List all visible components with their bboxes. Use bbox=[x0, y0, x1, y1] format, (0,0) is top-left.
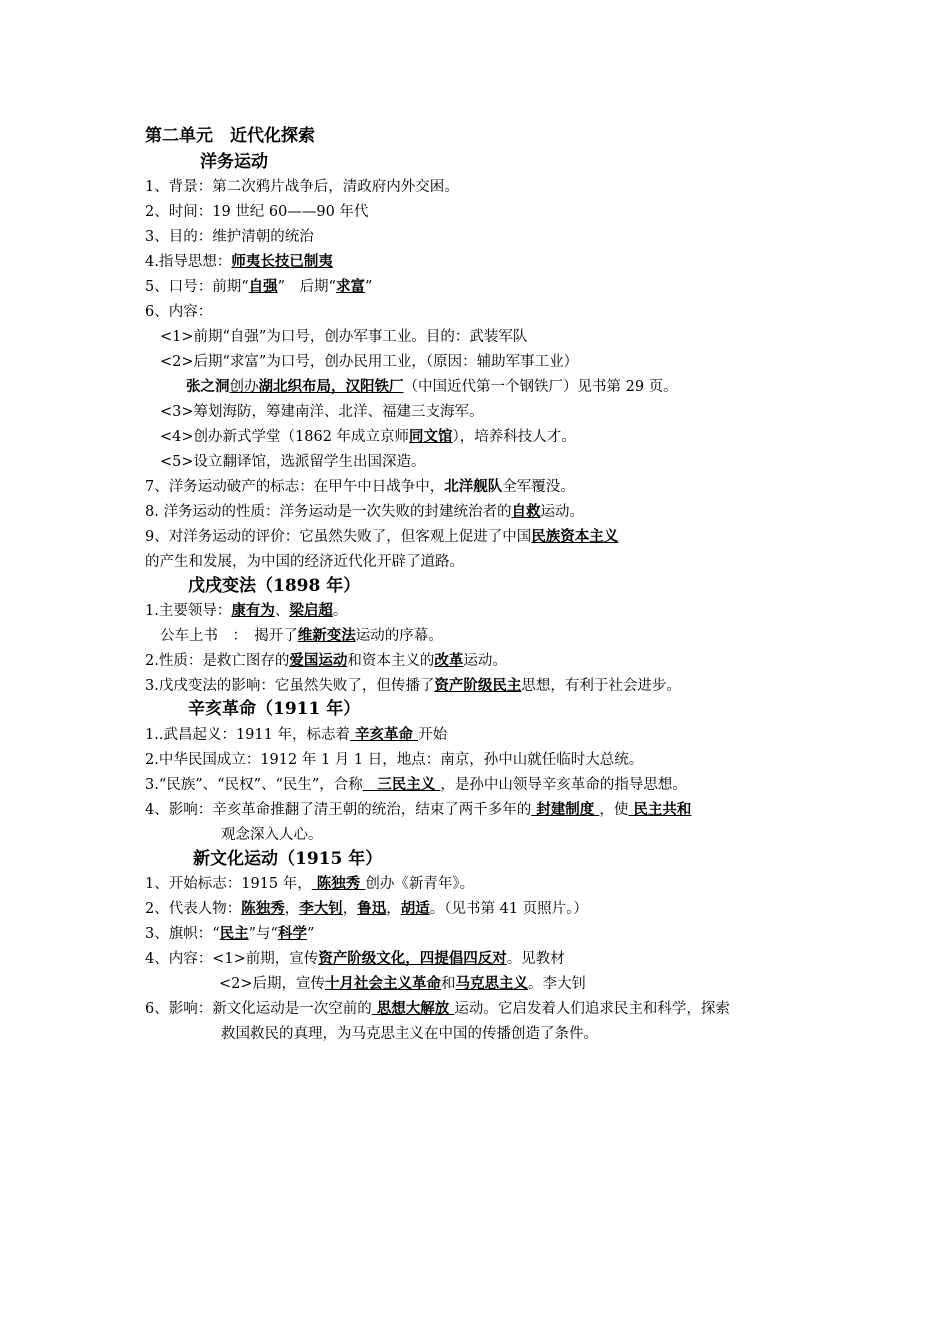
text: 。（见书第 41 页照片。） bbox=[429, 901, 588, 917]
text: 思想，有利于社会进步。 bbox=[521, 678, 681, 694]
key-term: 湖北织布局，汉阳铁厂 bbox=[258, 378, 404, 395]
key-term: 自强 bbox=[248, 278, 278, 295]
section-heading-wuxu: 戊戌变法（1898 年） bbox=[188, 576, 361, 596]
wuxu-line-2 bbox=[145, 652, 507, 670]
text: 2、代表人物： bbox=[145, 901, 242, 917]
key-term: 李大钊 bbox=[299, 900, 343, 917]
wuxu-line-1 bbox=[145, 602, 347, 620]
key-term: 封建制度 bbox=[531, 801, 600, 818]
key-term: 资产阶级文化，四提倡四反对 bbox=[318, 950, 507, 967]
text: 全军覆没。 bbox=[502, 479, 575, 495]
key-term: 民主共和 bbox=[628, 801, 692, 818]
text: ， bbox=[386, 901, 401, 917]
text: 5、口号：前期“ bbox=[145, 279, 249, 295]
section-heading-xinhai: 辛亥革命（1911 年） bbox=[188, 699, 361, 719]
key-term: 康有为 bbox=[231, 602, 275, 619]
key-term: 思想大解放 bbox=[371, 1000, 455, 1017]
text: 、 bbox=[274, 603, 290, 619]
text: 4.指导思想： bbox=[145, 254, 232, 270]
key-term: 马克思主义 bbox=[455, 975, 529, 992]
text: 运动。 bbox=[540, 504, 584, 520]
yangwu-content-4 bbox=[160, 428, 576, 446]
text: 。见教材 bbox=[506, 951, 565, 967]
text: 4、影响：辛亥革命推翻了清王朝的统治，结束了两千多年的 bbox=[145, 802, 532, 818]
text: ” 后期“ bbox=[277, 279, 336, 295]
text: 1、开始标志：1915 年， bbox=[145, 876, 312, 892]
text: 1..武昌起义：1911 年，标志着 bbox=[145, 727, 350, 743]
text: 6、影响：新文化运动是一次空前的 bbox=[145, 1001, 372, 1017]
key-term: 民主 bbox=[219, 925, 249, 942]
text: ” bbox=[306, 926, 315, 942]
key-term: 张之洞 bbox=[186, 378, 230, 395]
xinhai-line-4-cont: 观念深入人心。 bbox=[221, 827, 323, 843]
text: 和 bbox=[441, 976, 456, 992]
key-term: 陈独秀 bbox=[311, 875, 366, 892]
section-heading-yangwu: 洋务运动 bbox=[200, 152, 268, 172]
text: 创办 bbox=[229, 379, 259, 395]
yangwu-line-1: 1、背景：第二次鸦片战争后，清政府内外交困。 bbox=[145, 179, 459, 195]
yangwu-line-9-cont: 的产生和发展，为中国的经济近代化开辟了道路。 bbox=[145, 554, 464, 570]
text: 运动。它启发着人们追求民主和科学，探索 bbox=[454, 1001, 730, 1017]
text: 7、洋务运动破产的标志：在甲午中日战争中， bbox=[145, 479, 445, 495]
text: 运动的序幕。 bbox=[355, 628, 443, 644]
text: 公车上书 ： 揭开了 bbox=[160, 628, 298, 644]
key-term: 自救 bbox=[511, 503, 541, 520]
yangwu-line-7 bbox=[145, 478, 575, 496]
yangwu-content-3: <3>筹划海防，筹建南洋、北洋、福建三支海军。 bbox=[160, 404, 484, 420]
xinwenhua-line-6-cont: 救国救民的真理，为马克思主义在中国的传播创造了条件。 bbox=[221, 1026, 598, 1042]
yangwu-line-9 bbox=[145, 528, 618, 546]
key-term: 鲁迅 bbox=[357, 900, 387, 917]
xinwenhua-line-3 bbox=[145, 925, 314, 943]
wuxu-line-3 bbox=[145, 677, 681, 695]
key-term: 科学 bbox=[277, 925, 307, 942]
key-term: 同文馆 bbox=[409, 428, 453, 445]
key-term: 维新变法 bbox=[297, 627, 356, 644]
xinwenhua-line-4b bbox=[219, 975, 586, 993]
text: ， bbox=[284, 901, 300, 917]
key-term: 求富 bbox=[335, 278, 365, 295]
key-term: 梁启超 bbox=[289, 602, 333, 619]
text: 和资本主义的 bbox=[347, 653, 435, 669]
xinwenhua-line-1 bbox=[145, 875, 474, 893]
xinhai-line-4 bbox=[145, 801, 691, 819]
text: ，是孙中山领导辛亥革命的指导思想。 bbox=[440, 777, 687, 793]
yangwu-content-2: <2>后期“求富”为口号，创办民用工业，（原因：辅助军事工业） bbox=[160, 354, 579, 370]
text: 2.性质：是救亡图存的 bbox=[145, 653, 290, 669]
text: 开始 bbox=[418, 727, 448, 743]
text: （中国近代第一个钢铁厂）见书第 29 页。 bbox=[403, 379, 678, 395]
yangwu-content-1: <1>前期“自强”为口号，创办军事工业。目的：武装军队 bbox=[160, 329, 528, 345]
xinwenhua-line-6 bbox=[145, 1000, 730, 1018]
text: 4、内容：<1>前期，宣传 bbox=[145, 951, 319, 967]
text: 3、旗帜：“ bbox=[145, 926, 220, 942]
text: ” bbox=[364, 279, 373, 295]
yangwu-line-2: 2、时间：19 世纪 60——90 年代 bbox=[145, 204, 369, 220]
text: 运动。 bbox=[463, 653, 507, 669]
xinwenhua-line-4 bbox=[145, 950, 565, 968]
xinhai-line-3 bbox=[145, 776, 687, 794]
text: 。李大钊 bbox=[528, 976, 587, 992]
text: 3.戊戌变法的影响：它虽然失败了，但传播了 bbox=[145, 678, 435, 694]
text: 8. 洋务运动的性质：洋务运动是一次失败的封建统治者的 bbox=[145, 504, 512, 520]
key-term: 胡适 bbox=[400, 900, 430, 917]
key-term: 辛亥革命 bbox=[349, 726, 419, 743]
text: 9、对洋务运动的评价：它虽然失败了，但客观上促进了中国 bbox=[145, 529, 532, 545]
key-term: 资产阶级民主 bbox=[434, 677, 522, 694]
yangwu-line-5 bbox=[145, 278, 372, 296]
text: 。 bbox=[332, 603, 348, 619]
key-term: 民族资本主义 bbox=[531, 528, 619, 545]
key-term: 改革 bbox=[434, 652, 464, 669]
unit-title: 第二单元 近代化探索 bbox=[145, 126, 315, 146]
text: ，使 bbox=[599, 802, 629, 818]
yangwu-line-4 bbox=[145, 253, 333, 271]
xinhai-line-1 bbox=[145, 726, 447, 744]
text: 创办《新青年》。 bbox=[365, 876, 475, 892]
key-term: 陈独秀 bbox=[241, 900, 285, 917]
key-term: 爱国运动 bbox=[289, 652, 348, 669]
yangwu-line-3: 3、目的：维护清朝的统治 bbox=[145, 229, 314, 245]
key-term: 三民主义 bbox=[362, 776, 441, 793]
key-term: 师夷长技已制夷 bbox=[231, 253, 333, 270]
xinhai-line-2: 2.中华民国成立：1912 年 1 月 1 日，地点：南京，孙中山就任临时大总统。 bbox=[145, 752, 644, 768]
text: ， bbox=[342, 901, 358, 917]
yangwu-content-2b bbox=[186, 378, 678, 396]
text: <2>后期，宣传 bbox=[219, 976, 326, 992]
text: ），培养科技人才。 bbox=[452, 429, 576, 445]
yangwu-content-5: <5>设立翻译馆，选派留学生出国深造。 bbox=[160, 454, 426, 470]
key-term: 北洋舰队 bbox=[444, 478, 503, 495]
yangwu-line-6: 6、内容： bbox=[145, 304, 213, 320]
xinwenhua-line-2 bbox=[145, 900, 588, 918]
text: <4>创办新式学堂（1862 年成立京师 bbox=[160, 429, 410, 445]
text: 3.“民族”、“民权”、“民生”，合称 bbox=[145, 777, 363, 793]
section-heading-xinwenhua: 新文化运动（1915 年） bbox=[193, 849, 383, 869]
text: 1.主要领导： bbox=[145, 603, 232, 619]
key-term: 十月社会主义革命 bbox=[325, 975, 442, 992]
wuxu-line-1b bbox=[160, 627, 443, 645]
yangwu-line-8 bbox=[145, 503, 584, 521]
text: ”与“ bbox=[248, 926, 278, 942]
